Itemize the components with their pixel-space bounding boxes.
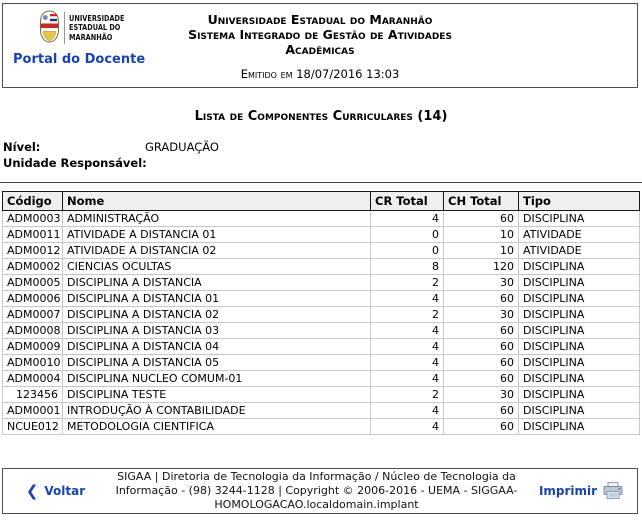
cell-tipo: DISCIPLINA (519, 211, 640, 227)
imprimir-button[interactable] (525, 482, 637, 500)
cell-ch: 60 (444, 291, 519, 307)
cell-ch: 10 (444, 243, 519, 259)
column-header-codigo: Código (3, 192, 63, 211)
cell-nome: ATIVIDADE A DISTANCIA 02 (63, 243, 371, 259)
cell-ch: 60 (444, 371, 519, 387)
cell-tipo: DISCIPLINA (519, 291, 640, 307)
cell-ch: 30 (444, 387, 519, 403)
components-table-body (3, 211, 640, 435)
cell-nome: CIENCIAS OCULTAS (63, 259, 371, 275)
cell-codigo: ADM0006 (3, 291, 63, 307)
page-footer (2, 468, 638, 514)
cell-nome: DISCIPLINA A DISTANCIA 05 (63, 355, 371, 371)
components-table (2, 191, 640, 435)
table-row (3, 387, 640, 403)
cell-codigo: ADM0007 (3, 307, 63, 323)
cell-tipo: DISCIPLINA (519, 339, 640, 355)
cell-nome: DISCIPLINA A DISTANCIA 03 (63, 323, 371, 339)
cell-nome: ADMINISTRAÇÃO (63, 211, 371, 227)
footer-info-text: SIGAA | Diretoria de Tecnologia da Informação / Núcleo de Tecnologia da Informação - (98) 3244-1128 | Copyright © 2006-2016 - UEMA - SIGGAA-HOMOLOGACAO.localdomain.implant (115, 470, 518, 511)
table-row (3, 243, 640, 259)
cell-cr: 4 (371, 291, 444, 307)
cell-tipo: DISCIPLINA (519, 355, 640, 371)
column-header-ch-total: CH Total (444, 192, 519, 211)
cell-cr: 4 (371, 339, 444, 355)
table-row (3, 323, 640, 339)
logo-line: MARANHÃO (69, 32, 113, 42)
cell-nome: DISCIPLINA A DISTANCIA (63, 275, 371, 291)
cell-nome: METODOLOGIA CIENTIFICA (63, 419, 371, 435)
cell-ch: 60 (444, 355, 519, 371)
table-row (3, 275, 640, 291)
cell-tipo: DISCIPLINA (519, 275, 640, 291)
cell-cr: 2 (371, 387, 444, 403)
page-header (2, 3, 638, 88)
cell-codigo: NCUE012 (3, 419, 63, 435)
cell-cr: 4 (371, 419, 444, 435)
system-name (3, 12, 637, 57)
cell-cr: 4 (371, 323, 444, 339)
logo-line: ESTADUAL DO (69, 23, 121, 33)
cell-codigo: ADM0012 (3, 243, 63, 259)
cell-nome: DISCIPLINA A DISTANCIA 02 (63, 307, 371, 323)
cell-cr: 2 (371, 275, 444, 291)
cell-codigo: ADM0004 (3, 371, 63, 387)
nivel-value: GRADUAÇÃO (145, 140, 219, 154)
cell-codigo: ADM0002 (3, 259, 63, 275)
cell-cr: 4 (371, 371, 444, 387)
table-header-row (3, 192, 640, 211)
unidade-row (0, 156, 642, 172)
cell-cr: 4 (371, 403, 444, 419)
cell-nome: ATIVIDADE A DISTANCIA 01 (63, 227, 371, 243)
cell-codigo: ADM0008 (3, 323, 63, 339)
cell-cr: 2 (371, 307, 444, 323)
cell-ch: 60 (444, 323, 519, 339)
table-row (3, 403, 640, 419)
cell-tipo: ATIVIDADE (519, 227, 640, 243)
system-name-line: Acadêmicas (285, 42, 355, 57)
voltar-button[interactable] (3, 481, 108, 500)
cell-codigo: ADM0009 (3, 339, 63, 355)
column-header-cr-total: CR Total (371, 192, 444, 211)
nivel-label: Nível: (3, 140, 41, 154)
cell-ch: 30 (444, 275, 519, 291)
system-name-line: Sistema Integrado de Gestão de Atividades (188, 27, 452, 42)
cell-nome: INTRODUÇÃO À CONTABILIDADE (63, 403, 371, 419)
cell-cr: 8 (371, 259, 444, 275)
cell-codigo: 123456 (3, 387, 63, 403)
cell-tipo: DISCIPLINA (519, 387, 640, 403)
cell-cr: 4 (371, 211, 444, 227)
column-header-tipo: Tipo (519, 192, 640, 211)
cell-tipo: ATIVIDADE (519, 243, 640, 259)
portal-docente-link[interactable]: Portal do Docente (13, 52, 146, 67)
cell-ch: 60 (444, 339, 519, 355)
logo-line: UNIVERSIDADE (69, 13, 125, 23)
printer-icon (603, 482, 623, 500)
cell-tipo: DISCIPLINA (519, 323, 640, 339)
table-row (3, 339, 640, 355)
cell-ch: 120 (444, 259, 519, 275)
section-divider (0, 182, 642, 183)
cell-nome: DISCIPLINA A DISTANCIA 04 (63, 339, 371, 355)
cell-ch: 60 (444, 419, 519, 435)
cell-nome: DISCIPLINA A DISTANCIA 01 (63, 291, 371, 307)
column-header-nome: Nome (63, 192, 371, 211)
table-row (3, 371, 640, 387)
emitted-timestamp: Emitido em 18/07/2016 13:03 (240, 67, 400, 81)
cell-tipo: DISCIPLINA (519, 371, 640, 387)
cell-codigo: ADM0001 (3, 403, 63, 419)
table-row (3, 227, 640, 243)
table-row (3, 259, 640, 275)
cell-tipo: DISCIPLINA (519, 403, 640, 419)
cell-cr: 0 (371, 227, 444, 243)
cell-cr: 4 (371, 355, 444, 371)
voltar-label: Voltar (44, 484, 86, 498)
cell-tipo: DISCIPLINA (519, 307, 640, 323)
system-name-line: Universidade Estadual do Maranhão (207, 12, 433, 27)
imprimir-label: Imprimir (538, 484, 598, 498)
cell-codigo: ADM0003 (3, 211, 63, 227)
unidade-label: Unidade Responsável: (3, 156, 147, 170)
back-chevron-icon: ❮ (25, 481, 39, 500)
table-row (3, 307, 640, 323)
table-row (3, 291, 640, 307)
cell-codigo: ADM0005 (3, 275, 63, 291)
cell-ch: 60 (444, 211, 519, 227)
nivel-row (0, 140, 642, 156)
cell-ch: 30 (444, 307, 519, 323)
cell-tipo: DISCIPLINA (519, 419, 640, 435)
table-row (3, 419, 640, 435)
table-row (3, 211, 640, 227)
cell-codigo: ADM0011 (3, 227, 63, 243)
cell-codigo: ADM0010 (3, 355, 63, 371)
cell-ch: 60 (444, 403, 519, 419)
filter-summary (0, 140, 642, 172)
table-row (3, 355, 640, 371)
cell-nome: DISCIPLINA TESTE (63, 387, 371, 403)
cell-tipo: DISCIPLINA (519, 259, 640, 275)
page-title: Lista de Componentes Curriculares (14) (194, 109, 448, 124)
cell-nome: DISCIPLINA NUCLEO COMUM-01 (63, 371, 371, 387)
cell-cr: 0 (371, 243, 444, 259)
cell-ch: 10 (444, 227, 519, 243)
